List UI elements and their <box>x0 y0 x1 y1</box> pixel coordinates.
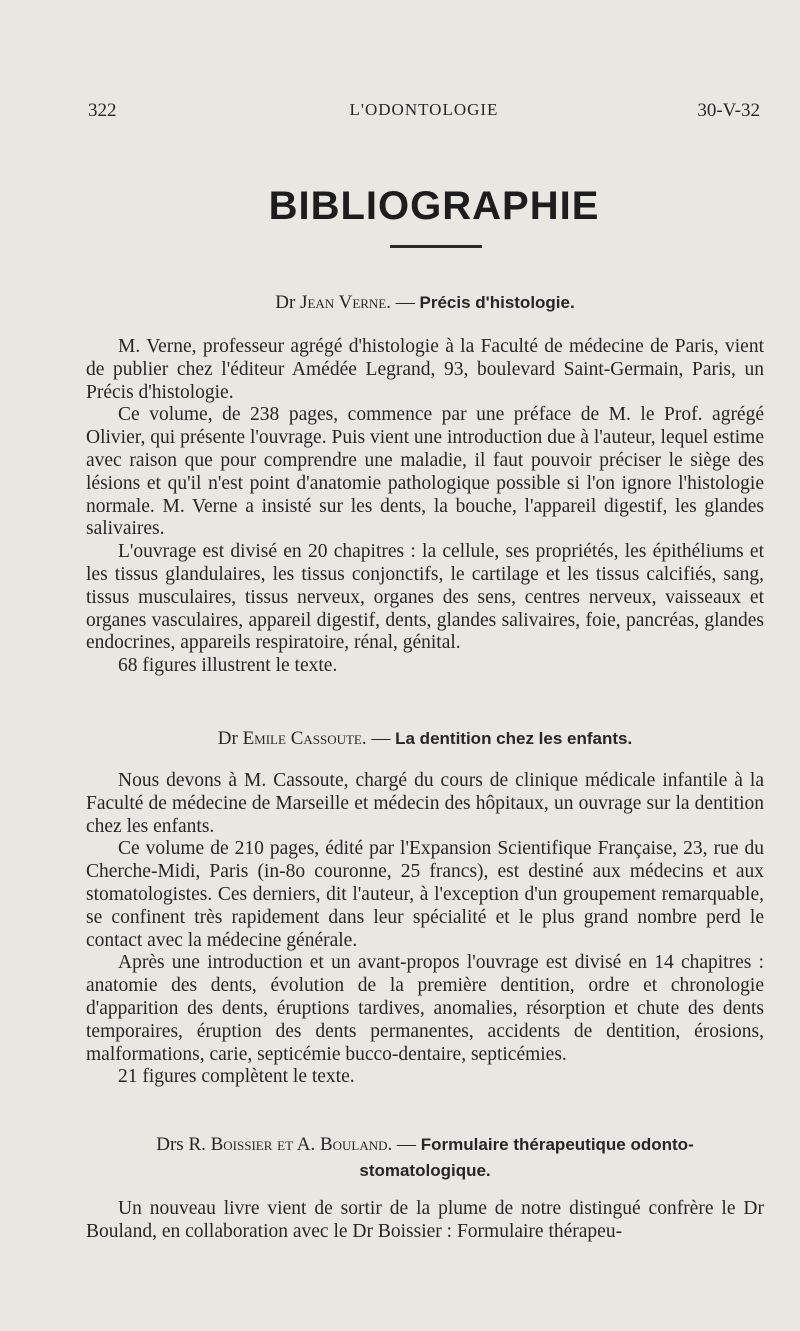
review-boissier-bouland <box>86 1132 764 1244</box>
review-paragraph: Ce volume de 210 pages, édité par l'Expansion Scientifique Française, 23, rue du Cherche-Midi, Paris (in-8o couronne, 25 francs), est destiné aux médecins et aux stomatologistes. Ces derniers, dit l'auteur, à l'exception d'un groupement remarquable, se confinent très rapidement dans leur spécialité et le plus grand nombre perd le contact avec la médecine générale. <box>86 838 764 951</box>
journal-title: L'ODONTOLOGIE <box>349 100 499 119</box>
author-name: Emile Cassoute. <box>242 728 367 749</box>
book-title: La dentition chez les enfants. <box>395 729 633 748</box>
page-title: BIBLIOGRAPHIE <box>268 184 600 228</box>
author-name: Jean Verne. <box>300 292 392 313</box>
heading-dash: — <box>392 1134 421 1155</box>
author-name: Boissier et A. Bouland. <box>210 1134 393 1155</box>
review-cassoute <box>86 726 764 1089</box>
review-paragraph: L'ouvrage est divisé en 20 chapitres : la cellule, ses propriétés, les épithéliums et les tissus glandulaires, les tissus conjonctifs, le cartilage et les tissus calcifiés, sang, tissus musculaires, tissus nerveux, organes des sens, centres nerveux, vaisseaux et organes vasculaires, appareil digestif, dents, glandes salivaires, foie, pancréas, glandes endocrines, appareils respiratoire, rénal, génital. <box>86 541 764 654</box>
page-number: 322 <box>88 100 117 121</box>
review-paragraph: 21 figures complètent le texte. <box>118 1066 355 1088</box>
issue-date: 30-V-32 <box>697 100 760 121</box>
review-heading <box>86 290 764 316</box>
review-paragraph: Après une introduction et un avant-propos l'ouvrage est divisé en 14 chapitres : anatomie des dents, évolution de la première dentition, ordre et chronologie d'apparition des dents, éruptions tardives, anomalies, résorption et chute des dents temporaires, éruption des dents permanentes, accidents de dentition, érosions, malformations, carie, septicémie bucco-dentaire, septicémies. <box>86 952 764 1065</box>
review-paragraph: M. Verne, professeur agrégé d'histologie à la Faculté de médecine de Paris, vient de publier chez l'éditeur Amédée Legrand, 93, boulevard Saint-Germain, Paris, un Précis d'histologie. <box>86 336 764 403</box>
running-header <box>88 100 760 130</box>
author-prefix: Dr <box>275 292 301 313</box>
review-heading <box>86 726 764 752</box>
heading-dash: — <box>366 728 396 749</box>
review-heading <box>86 1132 764 1184</box>
author-prefix: Dr <box>217 728 243 749</box>
review-paragraph: 68 figures illustrent le texte. <box>118 655 338 677</box>
title-rule <box>390 245 482 248</box>
review-paragraph: Ce volume, de 238 pages, commence par une préface de M. le Prof. agrégé Olivier, qui présente l'ouvrage. Puis vient une introduction due à l'auteur, lequel estime avec raison que pour comprendre une maladie, il faut pouvoir préciser le siège des lésions et qu'il n'est point d'anatomie pathologique possible si l'on ignore l'histologie normale. M. Verne a insisté sur les dents, la bouche, l'appareil digestif, les glandes salivaires. <box>86 404 764 540</box>
book-title: Formulaire thérapeutique odonto-stomatologique. <box>359 1135 694 1180</box>
author-prefix: Drs R. <box>156 1134 211 1155</box>
review-verne <box>86 290 764 678</box>
heading-dash: — <box>391 292 420 313</box>
book-title: Précis d'histologie. <box>419 293 575 312</box>
review-paragraph: Nous devons à M. Cassoute, chargé du cours de clinique médicale infantile à la Faculté de médecine de Marseille et médecin des hôpitaux, un ouvrage sur la dentition chez les enfants. <box>86 770 764 837</box>
review-paragraph: Un nouveau livre vient de sortir de la plume de notre distingué confrère le Dr Bouland, en collaboration avec le Dr Boissier : Formulaire thérapeu- <box>86 1198 764 1242</box>
